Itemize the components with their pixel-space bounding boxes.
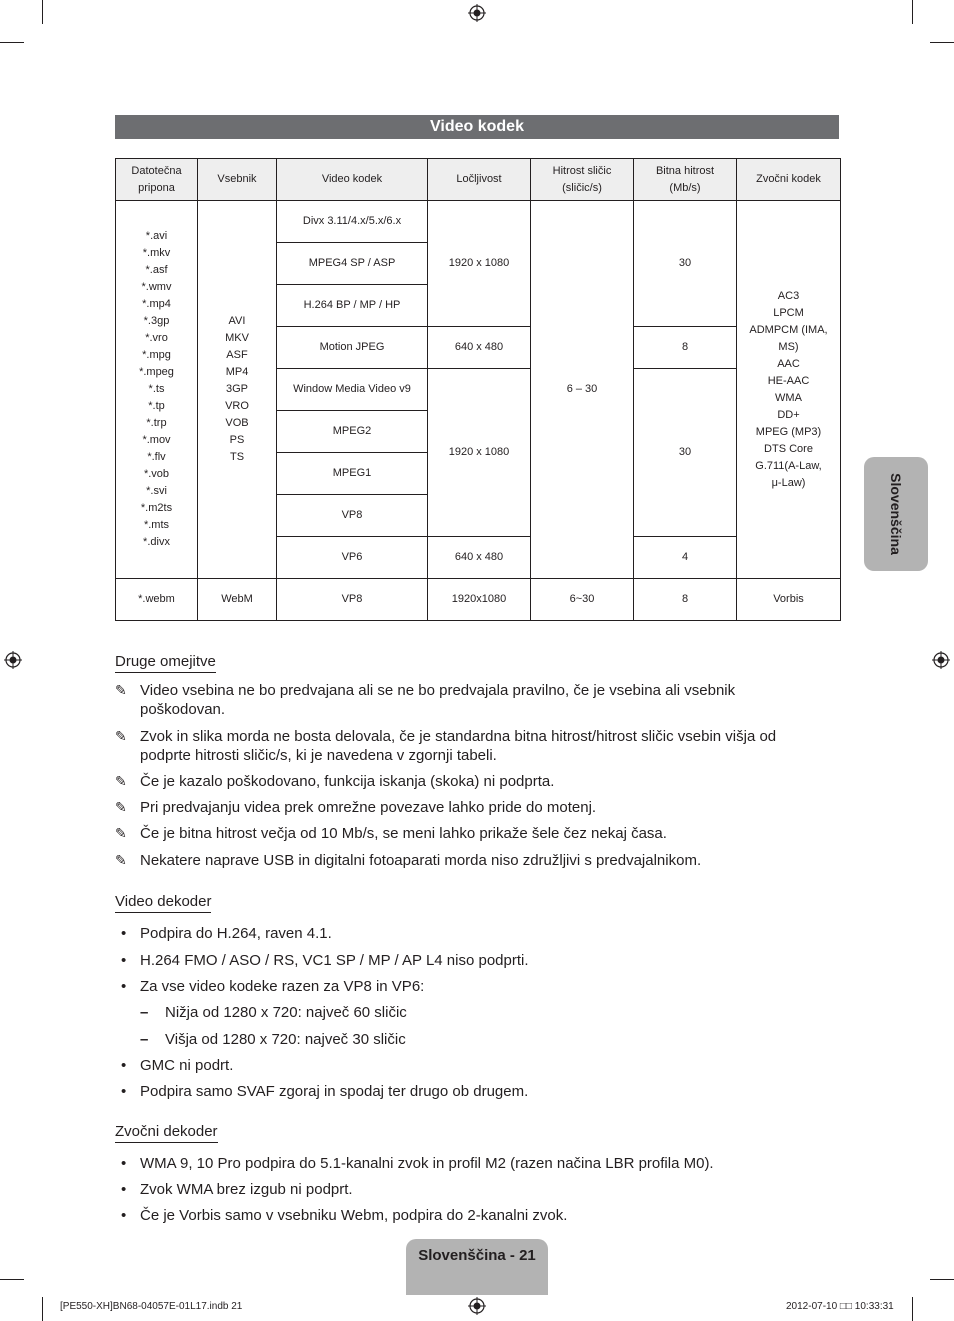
video-dekoder-heading: Video dekoder (115, 893, 211, 913)
bullet-icon: • (121, 978, 127, 995)
table-row (116, 201, 841, 243)
codec-cell: MPEG4 SP / ASP (277, 243, 428, 285)
crop-mark (930, 42, 954, 43)
audio-codec-cell: AC3 LPCM ADMPCM (IMA, MS) AAC HE-AAC WMA DD+ MPEG (MP3) DTS Core G.711(A-Law, μ-Law) (737, 201, 841, 579)
extensions-cell: *.avi *.mkv *.asf *.wmv *.mp4 *.3gp *.vro *.mpg *.mpeg *.ts *.tp *.trp *.mov *.flv *.vob *.svi *.m2ts *.mts *.divx (116, 201, 198, 579)
bullet-icon: • (121, 1057, 127, 1074)
registration-mark-icon (932, 651, 950, 669)
list-item: • Podpira do H.264, raven 4.1. (121, 925, 332, 942)
note-item: ✎ Zvok in slika morda ne bosta delovala, če je standardna bitna hitrost/hitrost sličic vsebin višja od podprte hitrosti sličic/s, ki je navedena v zgornji tabeli. (115, 728, 777, 764)
bullet-icon: • (121, 1207, 127, 1224)
pencil-note-icon: ✎ (115, 852, 127, 868)
crop-mark (912, 1297, 913, 1321)
bitrate-cell: 8 (634, 579, 737, 621)
sub-list-item: – Nižja od 1280 x 720: največ 60 sličic (140, 1004, 407, 1021)
table-row (116, 579, 841, 621)
resolution-cell: 640 x 480 (428, 537, 531, 579)
codec-cell: VP8 (277, 495, 428, 537)
druge-omejitve-heading: Druge omejitve (115, 653, 216, 673)
registration-mark-icon (468, 1297, 486, 1315)
codec-cell: MPEG1 (277, 453, 428, 495)
bitrate-cell: 30 (634, 369, 737, 537)
list-item: • WMA 9, 10 Pro podpira do 5.1-kanalni zvok in profil M2 (razen načina LBR profila M0). (121, 1155, 714, 1172)
registration-mark-icon (4, 651, 22, 669)
zvocni-dekoder-heading: Zvočni dekoder (115, 1123, 218, 1143)
header-audio-codec: Zvočni kodek (737, 159, 841, 201)
note-item: ✎ Nekatere naprave USB in digitalni fotoaparati morda niso združljivi s predvajalnikom. (115, 852, 702, 869)
list-item: • Če je Vorbis samo v vsebniku Webm, podpira do 2-kanalni zvok. (121, 1207, 568, 1224)
table-header-row (116, 159, 841, 201)
header-container: Vsebnik (198, 159, 277, 201)
codec-cell: VP6 (277, 537, 428, 579)
codec-cell: VP8 (277, 579, 428, 621)
footer-datetime: 2012-07-10 □□ 10:33:31 (786, 1301, 894, 1312)
dash-icon: – (140, 1004, 149, 1021)
list-item: • Podpira samo SVAF zgoraj in spodaj ter drugo ob drugem. (121, 1083, 529, 1100)
resolution-cell: 640 x 480 (428, 327, 531, 369)
header-resolution: Ločljivost (428, 159, 531, 201)
header-video-codec: Video kodek (277, 159, 428, 201)
video-codec-table (115, 158, 841, 621)
list-item: • Za vse video kodeke razen za VP8 in VP6: (121, 978, 425, 995)
note-item: ✎ Video vsebina ne bo predvajana ali se ne bo predvajala pravilno, če je vsebina ali vsebnik poškodovan. (115, 682, 736, 718)
crop-mark (930, 1279, 954, 1280)
header-frame-rate: Hitrost sličic (sličic/s) (531, 159, 634, 201)
sub-list-item: – Višja od 1280 x 720: največ 30 sličic (140, 1031, 406, 1048)
header-bitrate: Bitna hitrost (Mb/s) (634, 159, 737, 201)
codec-cell: Motion JPEG (277, 327, 428, 369)
frame-rate-cell: 6 – 30 (531, 201, 634, 579)
pencil-note-icon: ✎ (115, 799, 127, 815)
codec-cell: H.264 BP / MP / HP (277, 285, 428, 327)
side-tab-label: Slovenščina (888, 473, 904, 555)
containers-cell: WebM (198, 579, 277, 621)
bullet-icon: • (121, 1083, 127, 1100)
dash-icon: – (140, 1031, 149, 1048)
crop-mark (0, 1279, 24, 1280)
frame-rate-cell: 6~30 (531, 579, 634, 621)
crop-mark (912, 0, 913, 24)
header-extension: Datotečna pripona (116, 159, 198, 201)
containers-cell: AVI MKV ASF MP4 3GP VRO VOB PS TS (198, 201, 277, 579)
page-number: Slovenščina - 21 (418, 1247, 536, 1264)
extensions-cell: *.webm (116, 579, 198, 621)
list-item: • GMC ni podrt. (121, 1057, 234, 1074)
bullet-icon: • (121, 1155, 127, 1172)
footer-file-info: [PE550-XH]BN68-04057E-01L17.indb 21 (60, 1301, 243, 1312)
bitrate-cell: 30 (634, 201, 737, 327)
crop-mark (0, 42, 24, 43)
audio-codec-cell: Vorbis (737, 579, 841, 621)
bullet-icon: • (121, 1181, 127, 1198)
note-item: ✎ Če je kazalo poškodovano, funkcija iskanja (skoka) ni podprta. (115, 773, 555, 790)
list-item: • Zvok WMA brez izgub ni podprt. (121, 1181, 353, 1198)
language-side-tab (864, 457, 928, 571)
note-item: ✎ Pri predvajanju videa prek omrežne povezave lahko pride do motenj. (115, 799, 597, 816)
bullet-icon: • (121, 925, 127, 942)
note-item: ✎ Če je bitna hitrost večja od 10 Mb/s, se meni lahko prikaže šele čez nekaj časa. (115, 825, 667, 842)
page-number-tab (406, 1239, 548, 1295)
pencil-note-icon: ✎ (115, 825, 127, 841)
resolution-cell: 1920 x 1080 (428, 369, 531, 537)
list-item: • H.264 FMO / ASO / RS, VC1 SP / MP / AP L4 niso podprti. (121, 952, 529, 969)
section-title: Video kodek (115, 115, 839, 139)
crop-mark (42, 1297, 43, 1321)
pencil-note-icon: ✎ (115, 773, 127, 789)
codec-cell: Window Media Video v9 (277, 369, 428, 411)
resolution-cell: 1920x1080 (428, 579, 531, 621)
codec-cell: Divx 3.11/4.x/5.x/6.x (277, 201, 428, 243)
bitrate-cell: 4 (634, 537, 737, 579)
resolution-cell: 1920 x 1080 (428, 201, 531, 327)
pencil-note-icon: ✎ (115, 728, 127, 744)
bitrate-cell: 8 (634, 327, 737, 369)
pencil-note-icon: ✎ (115, 682, 127, 698)
registration-mark-icon (468, 4, 486, 22)
crop-mark (42, 0, 43, 24)
codec-cell: MPEG2 (277, 411, 428, 453)
bullet-icon: • (121, 952, 127, 969)
